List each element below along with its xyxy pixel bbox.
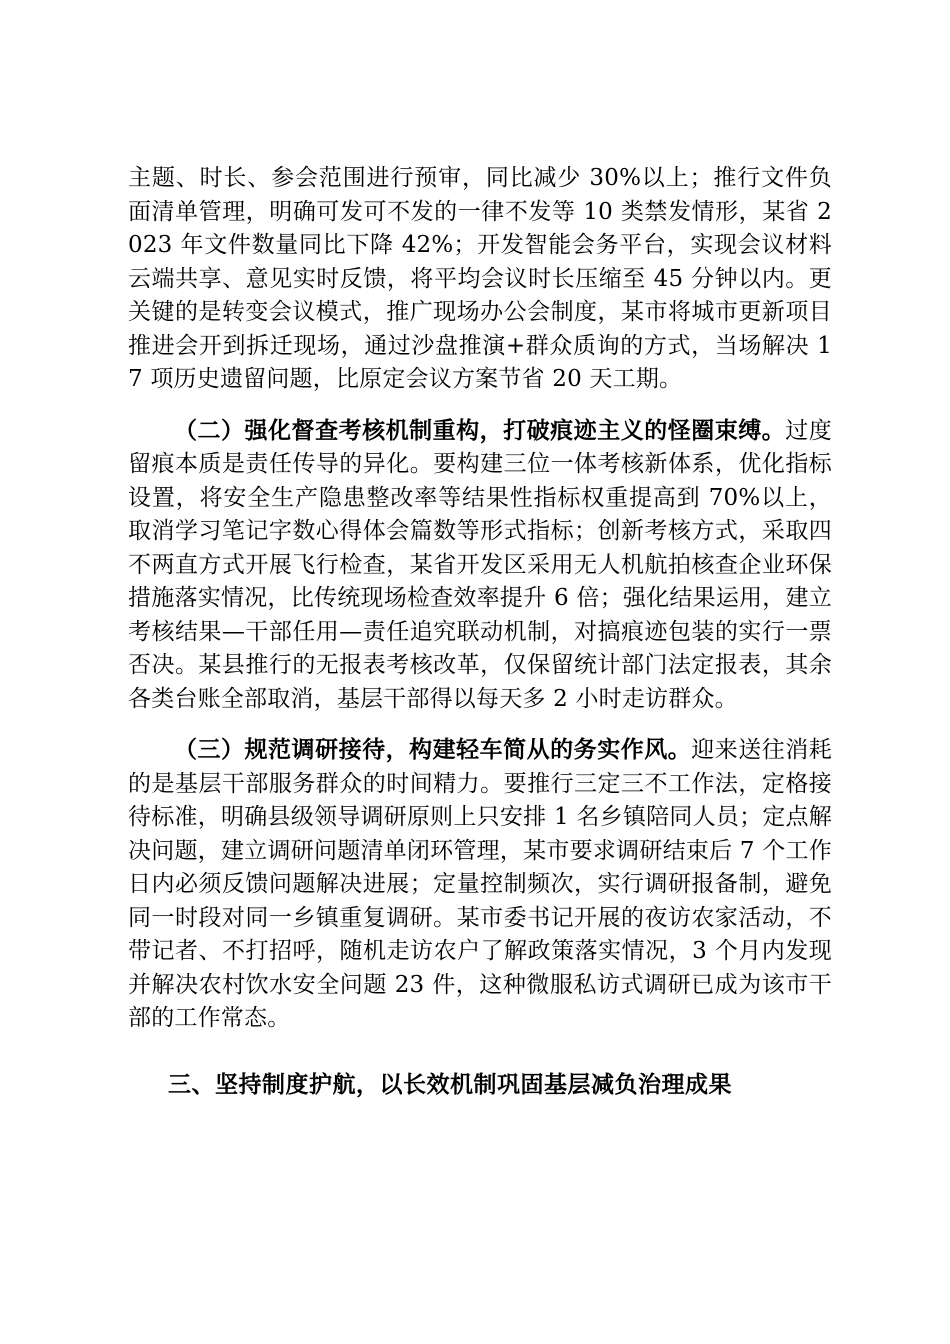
- paragraph-2-lead: （二）强化督查考核机制重构，打破痕迹主义的怪圈束缚。: [174, 416, 786, 444]
- paragraph-1: [128, 162, 832, 397]
- paragraph-3-lead: （三）规范调研接待，构建轻车简从的务实作风。: [174, 736, 692, 763]
- paragraph-2-body: 过度留痕本质是责任传导的异化。要构建三位一体考核新体系，优化指标设置，将安全生产隐患整改率等结果性指标权重提高到 70%以上，取消学习笔记字数心得体会篇数等形式指标；创新考核方式，采取四不两直方式开展飞行检查，某省开发区采用无人机航拍核查企业环保措施落实情况，比传统现场检查效率提升 6 倍；强化结果运用，建立考核结果—干部任用—责任追究联动机制，对搞痕迹包装的实行一票否决。某县推行的无报表考核改革，仅保留统计部门法定报表，其余各类台账全部取消，基层干部得以每天多 2 小时走访群众。: [128, 417, 832, 712]
- section-heading: 三、坚持制度护航，以长效机制巩固基层减负治理成果: [168, 1070, 732, 1098]
- document-page: [128, 162, 832, 1102]
- paragraph-3: [128, 733, 832, 1036]
- paragraph-3-body: 迎来送往消耗的是基层干部服务群众的时间精力。要推行三定三不工作法，定格接待标准，明确县级领导调研原则上只安排 1 名乡镇陪同人员；定点解决问题，建立调研问题清单闭环管理，某市要求调研结束后 7 个工作日内必须反馈问题解决进展；定量控制频次，实行调研报备制，避免同一时段对同一乡镇重复调研。某市委书记开展的夜访农家活动，不带记者、不打招呼，随机走访农户了解政策落实情况，3 个月内发现并解决农村饮水安全问题 23 件，这种微服私访式调研已成为该市干部的工作常态。: [128, 737, 833, 1031]
- paragraph-2: [128, 414, 832, 717]
- paragraph-1-body: 主题、时长、参会范围进行预审，同比减少 30%以上；推行文件负面清单管理，明确可发可不发的一律不发等 10 类禁发情形，某省 2023 年文件数量同比下降 42%；开发智能会务平台，实现会议材料云端共享、意见实时反馈，将平均会议时长压缩至 45 分钟以内。更关键的是转变会议模式，推广现场办公会制度，某市将城市更新项目推进会开到拆迁现场，通过沙盘推演+群众质询的方式，当场解决 17 项历史遗留问题，比原定会议方案节省 20 天工期。: [128, 165, 832, 392]
